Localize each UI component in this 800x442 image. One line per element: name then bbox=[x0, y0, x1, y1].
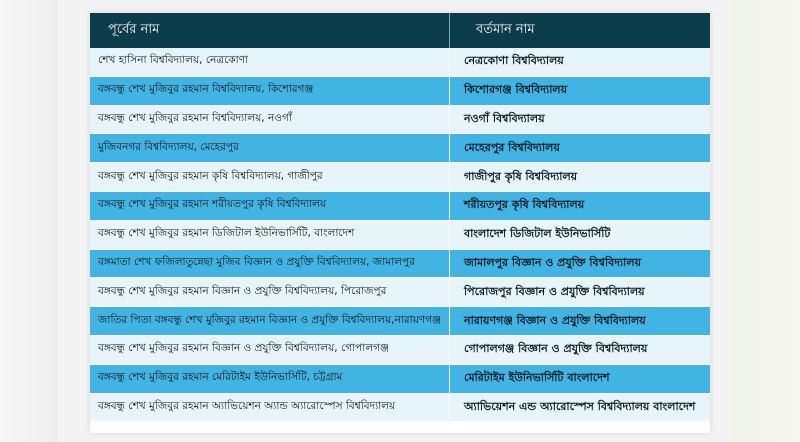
current-name-cell: নেত্রকোণা বিশ্ববিদ্যালয় bbox=[464, 54, 564, 68]
old-name-cell: বঙ্গবন্ধু শেখ মুজিবুর রহমান শরীয়তপুর কৃষি বিশ্ববিদ্যালয় bbox=[90, 192, 450, 220]
table-row bbox=[90, 394, 710, 423]
old-name-cell: বঙ্গবন্ধু শেখ মুজিবুর রহমান অ্যাভিয়েশন অ্যান্ড অ্যারোস্পেস বিশ্ববিদ্যালয় bbox=[90, 394, 450, 422]
old-name-cell: বঙ্গবন্ধু শেখ মুজিবুর রহমান বিশ্ববিদ্যালয়, কিশোরগঞ্জ bbox=[90, 77, 450, 105]
current-name-cell: জামালপুর বিজ্ঞান ও প্রযুক্তি বিশ্ববিদ্যালয় bbox=[464, 255, 642, 269]
old-name-cell: শেখ হাসিনা বিশ্ববিদ্যালয়, নেত্রকোণা bbox=[90, 48, 450, 76]
header-old-name: পূর্বের নাম bbox=[90, 13, 450, 48]
current-name-cell: অ্যাভিয়েশন এন্ড অ্যারোস্পেস বিশ্ববিদ্যালয় বাংলাদেশ bbox=[464, 399, 696, 413]
table-body bbox=[90, 48, 710, 422]
old-name-cell: বঙ্গবন্ধু শেখ মুজিবুর রহমান ডিজিটাল ইউনিভার্সিটি, বাংলাদেশ bbox=[90, 221, 450, 249]
right-background-panel bbox=[730, 0, 800, 442]
old-name-cell: মুজিবনগর বিশ্ববিদ্যালয়, মেহেরপুর bbox=[90, 134, 450, 162]
table-row bbox=[90, 77, 710, 106]
old-name-cell: বঙ্গমাতা শেখ ফজিলাতুন্নেছা মুজিব বিজ্ঞান ও প্রযুক্তি বিশ্ববিদ্যালয়, জামালপুর bbox=[90, 250, 450, 278]
old-name-cell: বঙ্গবন্ধু শেখ মুজিবুর রহমান বিশ্ববিদ্যালয়, নওগাঁ bbox=[90, 106, 450, 134]
old-name-cell: বঙ্গবন্ধু শেখ মুজিবুর রহমান বিজ্ঞান ও প্রযুক্তি বিশ্ববিদ্যালয়, পিরোজপুর bbox=[90, 278, 450, 306]
table-row bbox=[90, 365, 710, 394]
current-name-cell: নারায়ণগঞ্জ বিজ্ঞান ও প্রযুক্তি বিশ্ববিদ্যালয় bbox=[464, 313, 646, 327]
current-name-cell: কিশোরগঞ্জ বিশ্ববিদ্যালয় bbox=[464, 83, 568, 97]
current-name-cell: মেরিটাইম ইউনিভার্সিটি বাংলাদেশ bbox=[464, 371, 610, 385]
university-name-table bbox=[90, 13, 710, 433]
current-name-cell: মেহেরপুর বিশ্ববিদ্যালয় bbox=[464, 140, 560, 154]
table-row bbox=[90, 250, 710, 279]
table-row bbox=[90, 134, 710, 163]
table-row bbox=[90, 307, 710, 336]
left-background-panel bbox=[0, 0, 58, 442]
table-header bbox=[90, 13, 710, 48]
table-row bbox=[90, 336, 710, 365]
current-name-cell: গাজীপুর কৃষি বিশ্ববিদ্যালয় bbox=[464, 169, 578, 183]
header-current-name: বর্তমান নাম bbox=[476, 22, 535, 37]
table-row bbox=[90, 48, 710, 77]
table-row bbox=[90, 221, 710, 250]
current-name-cell: পিরোজপুর বিজ্ঞান ও প্রযুক্তি বিশ্ববিদ্যালয় bbox=[464, 284, 645, 298]
table-row bbox=[90, 106, 710, 135]
old-name-cell: বঙ্গবন্ধু শেখ মুজিবুর রহমান কৃষি বিশ্ববিদ্যালয়, গাজীপুর bbox=[90, 163, 450, 191]
old-name-cell: বঙ্গবন্ধু শেখ মুজিবুর রহমান বিজ্ঞান ও প্রযুক্তি বিশ্ববিদ্যালয়, গোপালগঞ্জ bbox=[90, 336, 450, 364]
current-name-cell: গোপালগঞ্জ বিজ্ঞান ও প্রযুক্তি বিশ্ববিদ্যালয় bbox=[464, 342, 648, 356]
table-row bbox=[90, 278, 710, 307]
old-name-cell: জাতির পিতা বঙ্গবন্ধু শেখ মুজিবুর রহমান বিজ্ঞান ও প্রযুক্তি বিশ্ববিদ্যালয়,নারায়ণগঞ্জ bbox=[90, 307, 450, 335]
current-name-cell: বাংলাদেশ ডিজিটাল ইউনিভার্সিটি bbox=[464, 227, 611, 241]
table-row bbox=[90, 192, 710, 221]
old-name-cell: বঙ্গবন্ধু শেখ মুজিবুর রহমান মেরিটাইম ইউনিভার্সিটি, চট্টগ্রাম bbox=[90, 365, 450, 393]
current-name-cell: নওগাঁ বিশ্ববিদ্যালয় bbox=[464, 111, 545, 125]
current-name-cell: শরীয়তপুর কৃষি বিশ্ববিদ্যালয় bbox=[464, 198, 585, 212]
table-row bbox=[90, 163, 710, 192]
